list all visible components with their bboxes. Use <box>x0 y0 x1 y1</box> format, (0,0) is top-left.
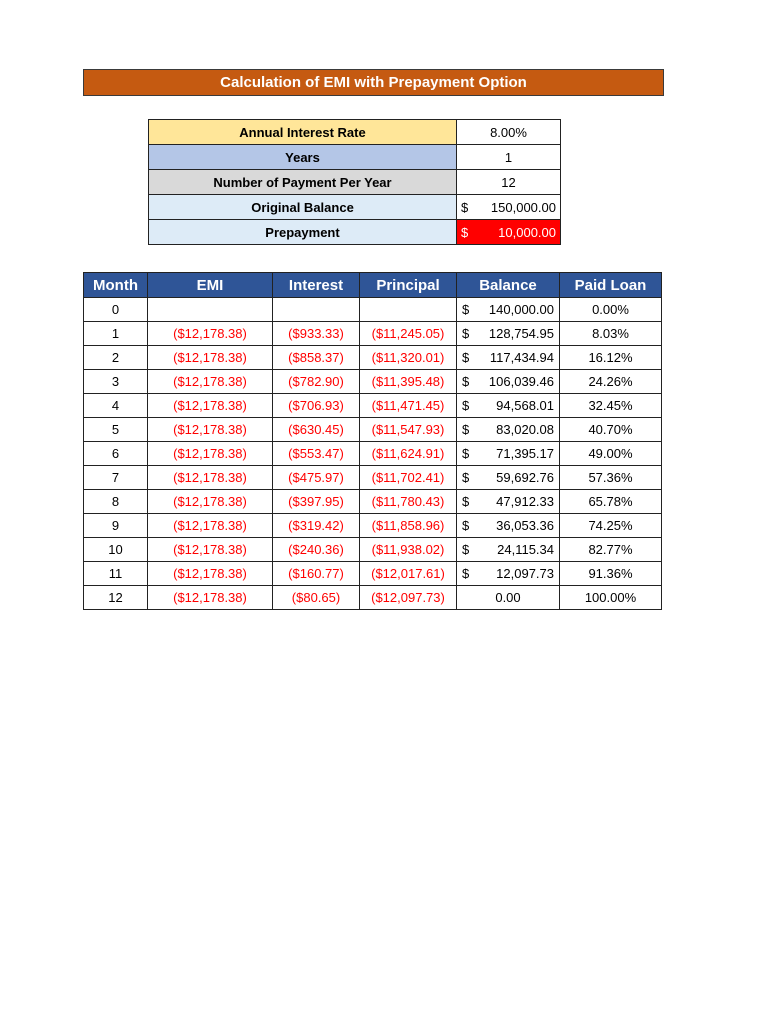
balance-value: 71,395.17 <box>496 446 554 461</box>
table-row <box>84 538 662 562</box>
table-row <box>84 562 662 586</box>
emi-cell[interactable]: ($12,178.38) <box>148 466 273 490</box>
paid-loan-cell[interactable]: 40.70% <box>560 418 662 442</box>
currency-symbol: $ <box>462 398 470 413</box>
table-row <box>84 442 662 466</box>
prepayment-cell[interactable] <box>457 220 561 245</box>
input-row-prepayment <box>149 220 561 245</box>
emi-cell[interactable]: ($12,178.38) <box>148 538 273 562</box>
loan-inputs-table <box>148 119 561 245</box>
paid-loan-cell[interactable]: 57.36% <box>560 466 662 490</box>
payments-label: Number of Payment Per Year <box>149 170 457 195</box>
page-title: Calculation of EMI with Prepayment Option <box>83 69 664 96</box>
interest-cell[interactable]: ($933.33) <box>273 322 360 346</box>
table-row <box>84 346 662 370</box>
month-cell[interactable]: 2 <box>84 346 148 370</box>
balance-cell[interactable] <box>457 466 560 490</box>
paid-loan-cell[interactable]: 82.77% <box>560 538 662 562</box>
table-row <box>84 370 662 394</box>
col-header-emi: EMI <box>148 273 273 298</box>
currency-symbol: $ <box>462 422 470 437</box>
balance-cell[interactable] <box>457 514 560 538</box>
interest-cell[interactable]: ($240.36) <box>273 538 360 562</box>
paid-loan-cell[interactable]: 65.78% <box>560 490 662 514</box>
currency-symbol: $ <box>462 542 470 557</box>
principal-cell[interactable]: ($11,858.96) <box>360 514 457 538</box>
interest-cell[interactable]: ($782.90) <box>273 370 360 394</box>
col-header-month: Month <box>84 273 148 298</box>
month-cell[interactable]: 5 <box>84 418 148 442</box>
table-row <box>84 394 662 418</box>
paid-loan-cell[interactable]: 32.45% <box>560 394 662 418</box>
balance-cell[interactable] <box>457 586 560 610</box>
balance-value: 36,053.36 <box>496 518 554 533</box>
balance-cell[interactable] <box>457 370 560 394</box>
emi-cell[interactable]: ($12,178.38) <box>148 370 273 394</box>
paid-loan-cell[interactable]: 24.26% <box>560 370 662 394</box>
principal-cell[interactable]: ($11,471.45) <box>360 394 457 418</box>
input-row-original-balance <box>149 195 561 220</box>
paid-loan-cell[interactable]: 100.00% <box>560 586 662 610</box>
interest-cell[interactable]: ($397.95) <box>273 490 360 514</box>
principal-cell[interactable]: ($11,547.93) <box>360 418 457 442</box>
interest-cell[interactable]: ($553.47) <box>273 442 360 466</box>
balance-value: 0.00 <box>495 590 521 605</box>
principal-cell[interactable]: ($11,780.43) <box>360 490 457 514</box>
years-value-cell[interactable]: 1 <box>457 145 561 170</box>
interest-cell[interactable]: ($475.97) <box>273 466 360 490</box>
balance-value: 24,115.34 <box>497 542 554 557</box>
interest-cell[interactable]: ($80.65) <box>273 586 360 610</box>
interest-cell[interactable]: ($319.42) <box>273 514 360 538</box>
emi-cell[interactable]: ($12,178.38) <box>148 514 273 538</box>
paid-loan-cell[interactable]: 91.36% <box>560 562 662 586</box>
currency-symbol: $ <box>462 494 470 509</box>
principal-cell[interactable]: ($11,702.41) <box>360 466 457 490</box>
month-cell[interactable]: 7 <box>84 466 148 490</box>
balance-value: 117,434.94 <box>489 350 554 365</box>
emi-cell[interactable]: ($12,178.38) <box>148 442 273 466</box>
emi-cell[interactable] <box>148 298 273 322</box>
month-cell[interactable]: 8 <box>84 490 148 514</box>
interest-cell[interactable] <box>273 298 360 322</box>
rate-label: Annual Interest Rate <box>149 120 457 145</box>
emi-cell[interactable]: ($12,178.38) <box>148 346 273 370</box>
emi-cell[interactable]: ($12,178.38) <box>148 562 273 586</box>
month-cell[interactable]: 3 <box>84 370 148 394</box>
principal-cell[interactable]: ($11,320.01) <box>360 346 457 370</box>
balance-cell[interactable] <box>457 538 560 562</box>
col-header-balance: Balance <box>457 273 560 298</box>
month-cell[interactable]: 12 <box>84 586 148 610</box>
emi-cell[interactable]: ($12,178.38) <box>148 322 273 346</box>
principal-cell[interactable] <box>360 298 457 322</box>
balance-value: 83,020.08 <box>496 422 554 437</box>
amortization-schedule-table <box>83 272 662 610</box>
interest-cell[interactable]: ($630.45) <box>273 418 360 442</box>
balance-cell[interactable] <box>457 442 560 466</box>
paid-loan-cell[interactable]: 16.12% <box>560 346 662 370</box>
currency-symbol: $ <box>462 374 470 389</box>
month-cell[interactable]: 9 <box>84 514 148 538</box>
currency-symbol: $ <box>462 326 470 341</box>
balance-value: 12,097.73 <box>496 566 554 581</box>
currency-symbol: $ <box>462 470 470 485</box>
principal-cell[interactable]: ($11,624.91) <box>360 442 457 466</box>
balance-cell[interactable] <box>457 490 560 514</box>
month-cell[interactable]: 1 <box>84 322 148 346</box>
table-row <box>84 298 662 322</box>
currency-symbol: $ <box>462 350 470 365</box>
paid-loan-cell[interactable]: 49.00% <box>560 442 662 466</box>
interest-cell[interactable]: ($858.37) <box>273 346 360 370</box>
balance-value: 94,568.01 <box>496 398 554 413</box>
currency-symbol: $ <box>462 518 470 533</box>
original-balance-value: 150,000.00 <box>490 199 556 215</box>
paid-loan-cell[interactable]: 74.25% <box>560 514 662 538</box>
month-cell[interactable]: 11 <box>84 562 148 586</box>
balance-value: 59,692.76 <box>496 470 554 485</box>
principal-cell[interactable]: ($11,245.05) <box>360 322 457 346</box>
currency-symbol: $ <box>462 446 470 461</box>
principal-cell[interactable]: ($11,395.48) <box>360 370 457 394</box>
col-header-interest: Interest <box>273 273 360 298</box>
original-balance-label: Original Balance <box>149 195 457 220</box>
currency-symbol: $ <box>461 224 469 240</box>
input-row-years <box>149 145 561 170</box>
emi-cell[interactable]: ($12,178.38) <box>148 490 273 514</box>
balance-value: 128,754.95 <box>488 326 554 341</box>
prepayment-value: 10,000.00 <box>498 224 556 240</box>
month-cell[interactable]: 0 <box>84 298 148 322</box>
interest-cell[interactable]: ($160.77) <box>273 562 360 586</box>
balance-value: 47,912.33 <box>496 494 554 509</box>
emi-cell[interactable]: ($12,178.38) <box>148 586 273 610</box>
input-row-rate <box>149 120 561 145</box>
balance-value: 106,039.46 <box>488 374 554 389</box>
table-row <box>84 322 662 346</box>
col-header-paid-loan: Paid Loan <box>560 273 662 298</box>
balance-cell[interactable] <box>457 346 560 370</box>
paid-loan-cell[interactable]: 0.00% <box>560 298 662 322</box>
original-balance-cell[interactable] <box>457 195 561 220</box>
emi-cell[interactable]: ($12,178.38) <box>148 394 273 418</box>
principal-cell[interactable]: ($12,097.73) <box>360 586 457 610</box>
balance-cell[interactable] <box>457 418 560 442</box>
emi-cell[interactable]: ($12,178.38) <box>148 418 273 442</box>
schedule-header-row <box>84 273 662 298</box>
interest-cell[interactable]: ($706.93) <box>273 394 360 418</box>
month-cell[interactable]: 10 <box>84 538 148 562</box>
balance-cell[interactable] <box>457 394 560 418</box>
principal-cell[interactable]: ($12,017.61) <box>360 562 457 586</box>
currency-symbol: $ <box>461 199 469 215</box>
balance-cell[interactable] <box>457 562 560 586</box>
prepayment-label: Prepayment <box>149 220 457 245</box>
years-label: Years <box>149 145 457 170</box>
input-row-payments <box>149 170 561 195</box>
principal-cell[interactable]: ($11,938.02) <box>360 538 457 562</box>
paid-loan-cell[interactable]: 8.03% <box>560 322 662 346</box>
payments-value-cell[interactable]: 12 <box>457 170 561 195</box>
currency-symbol: $ <box>462 302 470 317</box>
currency-symbol: $ <box>462 566 470 581</box>
table-row <box>84 514 662 538</box>
balance-value: 140,000.00 <box>488 302 554 317</box>
month-cell[interactable]: 4 <box>84 394 148 418</box>
table-row <box>84 586 662 610</box>
table-row <box>84 466 662 490</box>
month-cell[interactable]: 6 <box>84 442 148 466</box>
col-header-principal: Principal <box>360 273 457 298</box>
balance-cell[interactable] <box>457 298 560 322</box>
table-row <box>84 490 662 514</box>
table-row <box>84 418 662 442</box>
rate-value-cell[interactable]: 8.00% <box>457 120 561 145</box>
balance-cell[interactable] <box>457 322 560 346</box>
